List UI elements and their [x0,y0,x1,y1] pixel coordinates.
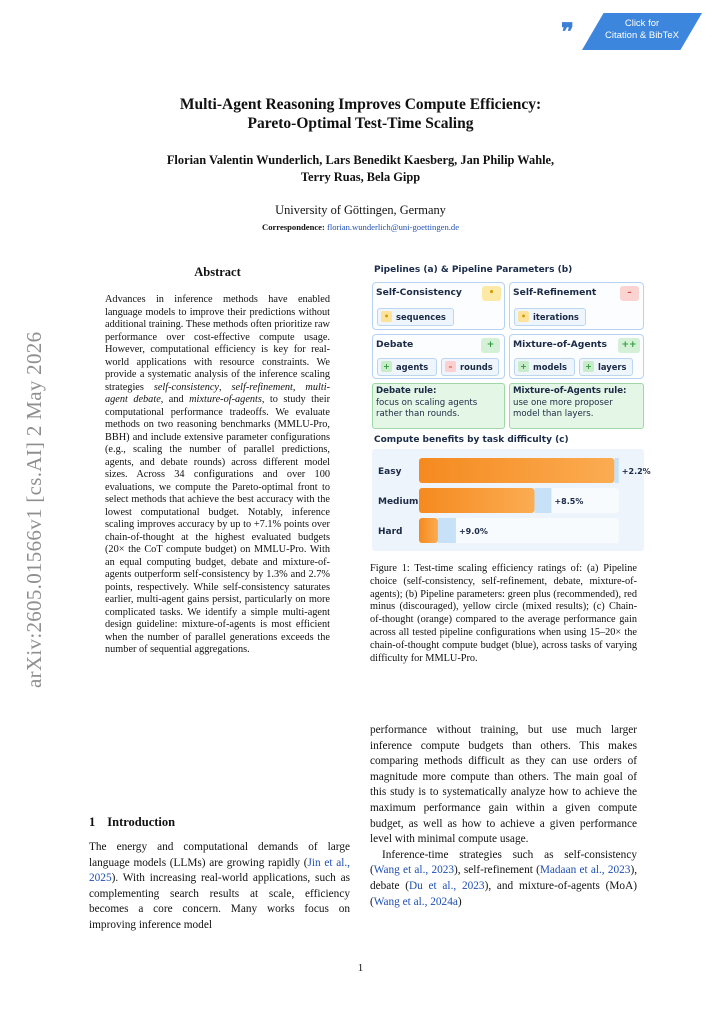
pipeline-card-self-consistency [372,282,505,330]
citation-button-label[interactable] [590,18,694,42]
parameter-label: models [533,362,568,372]
text-part: Inference-time strategies such as self-consistency ( [370,848,637,877]
introduction-text [89,840,350,934]
compute-benefits-chart [372,449,651,551]
section-title: Introduction [107,815,176,829]
data-label: +2.2% [621,467,651,476]
title-line-1: Multi-Agent Reasoning Improves Compute Efficiency: [179,96,542,113]
right-column-text [370,723,637,910]
quote-icon[interactable]: ❞ [561,17,574,46]
citation-label-line2[interactable]: Citation & BibTeX [605,30,679,41]
figure-heading: Pipelines (a) & Pipeline Parameters (b) [374,265,573,275]
bar-gain-hard [438,518,456,543]
parameter-label: sequences [396,312,446,322]
moa-rule-box [509,383,644,429]
abstract-emphasis: self-refinement [231,381,293,393]
correspondence-label: Correspondence: [261,222,325,232]
authors-line-2: Terry Ruas, Bela Gipp [300,170,421,184]
abstract-emphasis: mixture-of-agents [189,394,262,405]
parameter-chip [514,308,586,326]
title-line-2: Pareto-Optimal Test-Time Scaling [247,115,474,132]
parameter-chip [377,308,454,326]
parameter-chip [579,358,633,376]
parameter-chip [377,358,437,376]
bar-chart-svg [372,449,651,551]
rule-title: Mixture-of-Agents rule: [513,386,627,396]
bar-gain-easy [614,458,618,483]
pipeline-name: Mixture-of-Agents [513,339,608,350]
page-number: 1 [357,962,364,974]
citation-link[interactable]: Wang et al., 2024a [373,895,458,908]
section-number: 1 [89,815,96,829]
pipeline-name: Self-Consistency [376,287,462,298]
intro-text-part: The energy and computational demands of large language models (LLMs) are growing rapidly ( [89,841,350,869]
parameter-label: layers [598,362,627,372]
pipeline-name: Debate [376,339,414,350]
rating-circle-icon: • [482,286,501,301]
abstract-text-part: Advances in inference methods have enabled language models to improve their predictions without additional training. These methods often prioritize raw performance over cost-effective compute usage. However, computational efficiency is key for real-world applications with resource constraints. We provide a systematic analysis of the inference scaling strategies [105,294,330,393]
intro-text-part: ). With increasing real-world applications, such as complementing search results at scale, efficiency becomes a core concern. Many works focus on improving inference model [89,872,350,931]
rating-double-plus-icon: ++ [618,338,640,353]
text-part: ) [457,895,462,908]
bar-gain-medium [534,488,551,513]
citation-label-line1[interactable]: Click for [624,18,660,29]
category-label: Easy [378,467,402,477]
plus-icon: + [381,361,392,372]
affiliation: University of Göttingen, Germany [275,203,446,217]
rule-text: rather than rounds. [376,409,460,419]
abstract-heading: Abstract [194,265,241,279]
abstract-text-part: , to study their computational performance tradeoffs. We evaluate methods on two reasoning benchmarks (MMLU-Pro, BBH) and include extensive parameter configurations (e.g., scaling the number of parallel predictions, agents, and debate rounds) across different model sizes. Across 34 configurations and over 100 evaluations, we compute the Pareto-optimal front to select methods that achieve the best accuracy with the lowest computational budget. Notably, inference scaling improves accuracy by up to +7.1% points over chain-of-thought at the highest evaluated budgets (20× the CoT compute budget) on MMLU-Pro. With an equal computing budget, debate and mixture-of-agents outperform self-consistency by 1.3% and 2.7% points, respectively. While self-consistency saturates earlier, multi-agent gains persist, particularly on more complicated tasks. We identify a simple multi-agent design guideline: mixture-of-agents is most efficient when the number of parallel generations exceeds the number of sequential aggregations. [105,394,330,655]
data-label: +8.5% [554,497,584,506]
pipeline-card-mixture-of-agents [509,334,644,379]
plus-icon: + [518,361,529,372]
chart-heading: Compute benefits by task difficulty (c) [374,435,569,445]
arxiv-identifier: arXiv:2605.01566v1 [cs.AI] 2 May 2026 [22,331,46,688]
abstract-separator: , and [160,394,190,405]
parameter-chip [441,358,499,376]
citation-link[interactable]: Jin et al., 2025 [89,856,350,885]
rating-minus-icon: – [620,286,639,301]
parameter-label: rounds [460,362,493,372]
rule-title: Debate rule: [376,386,437,396]
abstract-separator: , [219,381,232,393]
data-label: +9.0% [458,527,488,536]
circle-icon: • [518,311,529,322]
rule-text: model than layers. [513,409,594,419]
plus-icon: + [583,361,594,372]
citation-link[interactable]: Madaan et al., 2023 [539,864,631,877]
correspondence [90,221,631,233]
paper-title [90,95,631,133]
introduction-heading [89,815,187,830]
pipeline-card-self-refinement [509,282,644,330]
figure-caption: Figure 1: Test-time scaling efficiency ratings of: (a) Pipeline choice (self-consistency, self-refinement, debate, mixture-of-agents); (b) Pipeline parameters: green plus (recommended), red minus (discouraged), yellow circle (mixed results); (c) Chain-of-thought (orange) compared to the average performance gain across all tested pipeline configurations when using 15–20× the chain-of-thought compute budget (blue), across tasks of varying difficulty for MMLU-Pro. [370,563,637,664]
parameter-label: iterations [533,312,579,322]
text-part: ), self-refinement ( [454,864,540,877]
author-list [90,152,631,186]
category-label: Medium [378,497,419,507]
category-label: Hard [378,527,403,537]
abstract-emphasis: multi-agent debate [105,381,331,405]
rule-text: focus on scaling agents [376,397,478,408]
correspondence-email-link[interactable]: florian.wunderlich@uni-goettingen.de [327,222,460,232]
pipeline-card-debate [372,334,505,379]
abstract-emphasis: self-consistency [153,381,220,393]
citation-link[interactable]: Wang et al., 2023 [373,864,455,877]
paragraph: performance without training, but use much larger inference compute budgets than others. This makes comparing methods difficult as they can use orders of magnitude more compute than others. The main goal of this study is to systematically analyze how to achieve the maximum performance gain within a given compute budget, as well as how to achieve a given performance level with minimal compute usage. [370,724,637,846]
parameter-label: agents [396,362,429,372]
bar-cot-hard [419,518,438,543]
rating-plus-icon: + [481,338,500,353]
paragraph [370,848,637,910]
parameter-chip [514,358,575,376]
minus-icon: – [445,361,456,372]
bar-cot-medium [419,488,534,513]
debate-rule-box [372,383,505,429]
rule-text: use one more proposer [513,397,613,408]
bar-cot-easy [419,458,614,483]
abstract-separator: , [292,381,306,393]
authors-line-1: Florian Valentin Wunderlich, Lars Benedikt Kaesberg, Jan Philip Wahle, [166,153,555,167]
abstract-text [105,294,330,657]
citation-link[interactable]: Du et al., 2023 [408,879,485,892]
pipeline-name: Self-Refinement [513,287,597,298]
text-part: ), debate ( [370,864,638,892]
circle-icon: • [381,311,392,322]
text-part: ), and mixture-of-agents (MoA) ( [370,879,637,908]
